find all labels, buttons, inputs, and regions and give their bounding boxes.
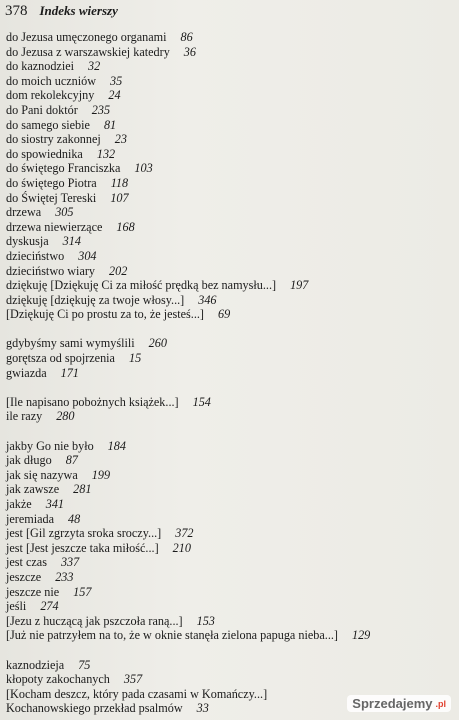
index-entry [6, 161, 446, 176]
page-header [5, 3, 118, 20]
entry-page-number: 314 [62, 234, 81, 249]
entry-title: [Ile napisano pobożnych książek...] [6, 394, 179, 409]
index-entry [6, 307, 446, 322]
entry-page-number: 372 [175, 526, 194, 541]
index-entry [6, 526, 446, 541]
index-entry [6, 395, 446, 410]
watermark-suffix: .pl [435, 698, 446, 709]
index-entry [6, 409, 446, 424]
entry-title: jak się nazywa [6, 467, 78, 482]
index-entry [6, 614, 446, 629]
index-entry [6, 176, 446, 191]
index-entry [6, 293, 446, 308]
entry-page-number: 103 [134, 161, 153, 176]
entry-page-number: 153 [196, 613, 215, 628]
index-entry [6, 103, 446, 118]
entry-page-number: 75 [78, 657, 91, 672]
entry-page-number: 304 [78, 248, 97, 263]
entry-title: gwiazda [6, 365, 47, 380]
index-entry [6, 336, 446, 351]
entry-page-number: 337 [60, 555, 80, 570]
index-entry [6, 351, 446, 366]
entry-title: dzieciństwo wiary [6, 263, 96, 278]
entry-title: jakby Go nie było [6, 438, 94, 453]
entry-page-number: 199 [91, 467, 111, 482]
entry-page-number: 81 [103, 117, 117, 132]
entry-title: do kaznodziei [6, 59, 75, 74]
entry-title: do świętego Piotra [6, 175, 97, 190]
entry-page-number: 36 [183, 44, 196, 59]
entry-title: jakże [6, 497, 32, 511]
index-entry [6, 205, 446, 220]
section-gap [6, 380, 446, 395]
entry-title: gdybyśmy sami wymyślili [6, 336, 135, 351]
section-gap [6, 643, 446, 658]
entry-page-number: 35 [110, 73, 123, 88]
entry-page-number: 341 [45, 497, 64, 511]
entry-page-number: 233 [55, 569, 74, 584]
index-entry [6, 585, 446, 600]
entry-title: jeszcze nie [6, 584, 60, 599]
entry-page-number: 235 [91, 102, 111, 117]
entry-title: [Kocham deszcz, który pada czasami w Komańczy...] [6, 686, 268, 701]
entry-title: do Jezusa umęczonego organami [6, 30, 167, 44]
entry-page-number: 23 [114, 132, 127, 147]
entry-title: jest [Jest jeszcze taka miłość...] [6, 540, 159, 555]
entry-title: [Już nie patrzyłem na to, że w oknie stanęła zielona papuga nieba...] [6, 628, 338, 643]
entry-page-number: 357 [123, 672, 143, 687]
index-entry [6, 453, 446, 468]
watermark-text: Sprzedajemy [352, 696, 433, 711]
page-number: 378 [5, 3, 28, 19]
entry-page-number: 280 [56, 409, 75, 424]
entry-page-number: 184 [107, 438, 126, 453]
entry-page-number: 129 [351, 628, 371, 643]
entry-title: jest czas [6, 555, 47, 570]
entry-title: do spowiednika [6, 146, 83, 161]
entry-title: dom rekolekcyjny [6, 88, 95, 103]
entry-page-number: 154 [192, 394, 211, 409]
index-entry [6, 541, 446, 556]
index-entry [6, 74, 446, 89]
entry-page-number: 305 [55, 205, 74, 220]
index-entry [6, 45, 446, 60]
index-entry [6, 658, 446, 673]
index-entry [6, 497, 446, 512]
entry-title: Kochanowskiego przekład psalmów [6, 701, 183, 716]
entry-title: jeśli [6, 599, 27, 614]
index-entry [6, 118, 446, 133]
index-entry [6, 468, 446, 483]
index-entry [6, 147, 446, 162]
entry-page-number: 346 [198, 292, 217, 307]
entry-page-number: 210 [172, 540, 191, 555]
entry-title: jak zawsze [6, 482, 60, 497]
entry-title: do Jezusa z warszawskiej katedry [6, 44, 170, 59]
entry-page-number: 69 [218, 307, 231, 322]
section-gap [6, 424, 446, 439]
entry-page-number: 281 [73, 482, 92, 497]
entry-page-number: 168 [116, 219, 135, 234]
index-entry [6, 30, 446, 45]
entry-title: jeszcze [6, 569, 42, 584]
entry-title: [Jezu z huczącą jak pszczoła raną...] [6, 613, 183, 628]
entry-title: kłopoty zakochanych [6, 672, 110, 687]
entry-title: do siostry zakonnej [6, 132, 101, 147]
entry-title: gorętsza od spojrzenia [6, 351, 115, 366]
index-entry [6, 264, 446, 279]
entry-page-number: 157 [73, 584, 92, 599]
index-entry [6, 439, 446, 454]
entry-title: do moich uczniów [6, 73, 97, 88]
index-entry [6, 366, 446, 381]
index-entry [6, 599, 446, 614]
entry-page-number: 24 [108, 88, 121, 103]
index-entry [6, 570, 446, 585]
entry-page-number: 118 [110, 175, 129, 190]
entry-title: do świętego Franciszka [6, 161, 121, 176]
section-gap [6, 322, 446, 337]
index-entry [6, 628, 446, 643]
entry-page-number: 107 [110, 190, 129, 205]
watermark [347, 695, 451, 712]
entry-title: jest [Gil zgrzyta sroka sroczy...] [6, 526, 162, 541]
entry-page-number: 197 [290, 278, 309, 293]
entry-title: jeremiada [6, 511, 55, 526]
entry-title: dziękuję [dziękuję za twoje włosy...] [6, 292, 185, 307]
entry-title: dzieciństwo [6, 248, 65, 263]
entry-title: do Świętej Tereski [6, 190, 97, 205]
entry-title: kaznodzieja [6, 657, 65, 672]
index-entry [6, 555, 446, 570]
index-entry [6, 249, 446, 264]
index-entry [6, 132, 446, 147]
entry-page-number: 15 [128, 351, 142, 366]
entry-page-number: 33 [196, 701, 209, 716]
entry-title: dziękuję [Dziękuję Ci za miłość prędką bez namysłu...] [6, 278, 277, 293]
entry-title: drzewa niewierzące [6, 219, 103, 234]
index-entry [6, 278, 446, 293]
entry-page-number: 86 [180, 30, 193, 44]
entry-title: dyskusja [6, 234, 49, 249]
entry-title: do samego siebie [6, 117, 90, 132]
entry-page-number: 202 [109, 263, 128, 278]
entry-title: ile razy [6, 409, 43, 424]
index-entry [6, 234, 446, 249]
entry-page-number: 32 [88, 59, 101, 74]
entry-page-number: 48 [68, 511, 81, 526]
entry-page-number: 132 [96, 146, 116, 161]
index-entry [6, 59, 446, 74]
index-entry [6, 220, 446, 235]
index-entry [6, 512, 446, 527]
entry-page-number: 274 [40, 599, 59, 614]
index-entry [6, 672, 446, 687]
entry-title: [Dziękuję Ci po prostu za to, że jesteś...] [6, 307, 204, 322]
entry-page-number: 260 [148, 336, 167, 351]
running-title: Indeks wierszy [39, 3, 118, 18]
entry-title: drzewa [6, 205, 42, 220]
entry-title: do Pani doktór [6, 102, 78, 117]
index-entry [6, 482, 446, 497]
index-list [6, 30, 446, 716]
entry-page-number: 171 [60, 365, 79, 380]
index-entry [6, 88, 446, 103]
entry-page-number: 87 [65, 453, 78, 468]
index-entry [6, 191, 446, 206]
entry-title: jak długo [6, 453, 52, 468]
